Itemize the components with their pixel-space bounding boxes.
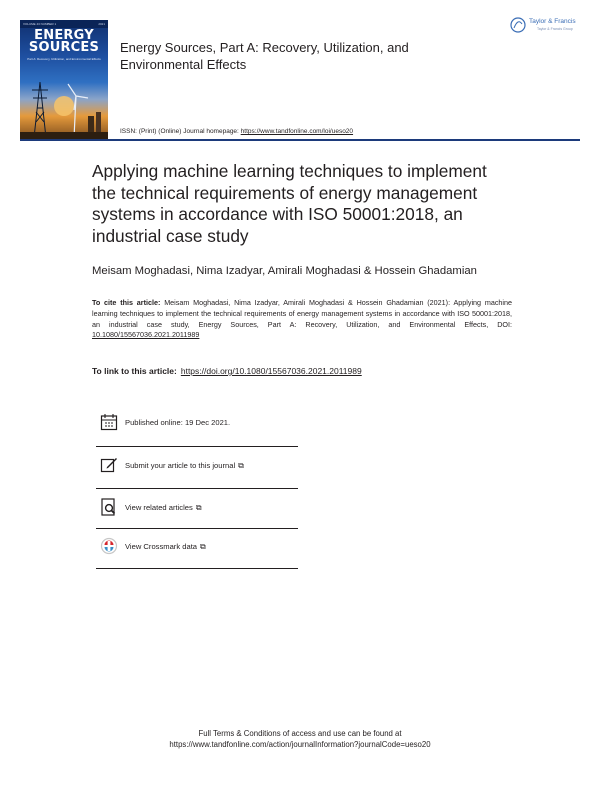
cover-topbar [20,20,108,28]
cover-title [20,30,108,54]
citation-text: Meisam Moghadasi, Nima Izadyar, Amirali Moghadasi & Hossein Ghadamian (2021): Applying machine learning techniques to implement the technical requirements of energy management systems in accordance with ISO 50001:2018, an industrial case study, Energy Sources, Part A: Recovery, Utilization, and Environmental Effects, DOI: [92,298,512,329]
article-link-label: To link to this article: [92,366,177,376]
submit-article-label: Submit your article to this journal [125,461,236,470]
cover-title-line2: SOURCES [28,40,100,55]
info-divider-4 [96,568,298,569]
calendar-icon [100,413,118,431]
article-link-line [92,366,362,376]
article-authors: Meisam Moghadasi, Nima Izadyar, Amirali Moghadasi & Hossein Ghadamian [92,265,477,277]
journal-cover-image [20,20,108,140]
published-date-row [96,407,298,437]
issn-line [120,128,353,136]
article-doi-link[interactable]: https://doi.org/10.1080/15567036.2021.2011989 [180,366,362,376]
external-link-icon: ⧉ [195,503,202,512]
header-divider [20,139,580,141]
cover-subtitle: Part A: Recovery, Utilization, and Environmental Effects [27,57,101,61]
submit-article-link[interactable] [125,461,244,470]
citation-doi-link[interactable]: 10.1080/15567036.2021.2011989 [92,330,200,340]
edit-icon [100,456,118,474]
footer-terms-url[interactable]: https://www.tandfonline.com/action/journalInformation?journalCode=ueso20 [169,740,431,749]
related-articles-link[interactable] [125,503,202,512]
crossmark-label: View Crossmark data [125,542,198,551]
info-divider-1 [96,446,298,447]
publisher-logo-tagline: Taylor & Francis Group [537,27,573,31]
issn-label: ISSN: (Print) (Online) Journal homepage: [120,128,241,135]
submit-article-row[interactable] [96,450,298,480]
crossmark-link[interactable] [125,542,206,551]
publisher-logo-icon [510,15,526,35]
crossmark-row[interactable] [96,531,298,561]
footer-terms-line: Full Terms & Conditions of access and use can be found at [198,729,402,738]
info-divider-3 [96,528,298,529]
article-title: Applying machine learning techniques to implement the technical requirements of energy management systems in accordance with ISO 50001:2018, an industrial case study [92,161,487,246]
crossmark-icon [100,537,118,555]
related-articles-row[interactable] [96,492,298,522]
cover-title-line1: ENERGY [34,28,94,43]
citation-label: To cite this article: [92,298,161,307]
cover-year: 2021 [98,22,105,26]
search-document-icon [100,498,118,516]
external-link-icon: ⧉ [238,461,244,470]
journal-homepage-link[interactable]: https://www.tandfonline.com/loi/ueso20 [240,128,354,135]
info-divider-2 [96,488,298,489]
cover-landscape-illustration [20,72,108,140]
cover-volume: VOLUME 43 NUMBER 1 [23,22,57,26]
published-date-text: Published online: 19 Dec 2021. [125,418,231,427]
footer-terms [0,728,600,750]
citation-block [92,298,512,341]
publisher-logo[interactable] [510,15,582,39]
related-articles-label: View related articles [125,503,193,512]
publisher-logo-text: Taylor & Francis [529,18,576,25]
journal-title: Energy Sources, Part A: Recovery, Utilization, and Environmental Effects [120,40,409,72]
external-link-icon: ⧉ [200,542,206,551]
